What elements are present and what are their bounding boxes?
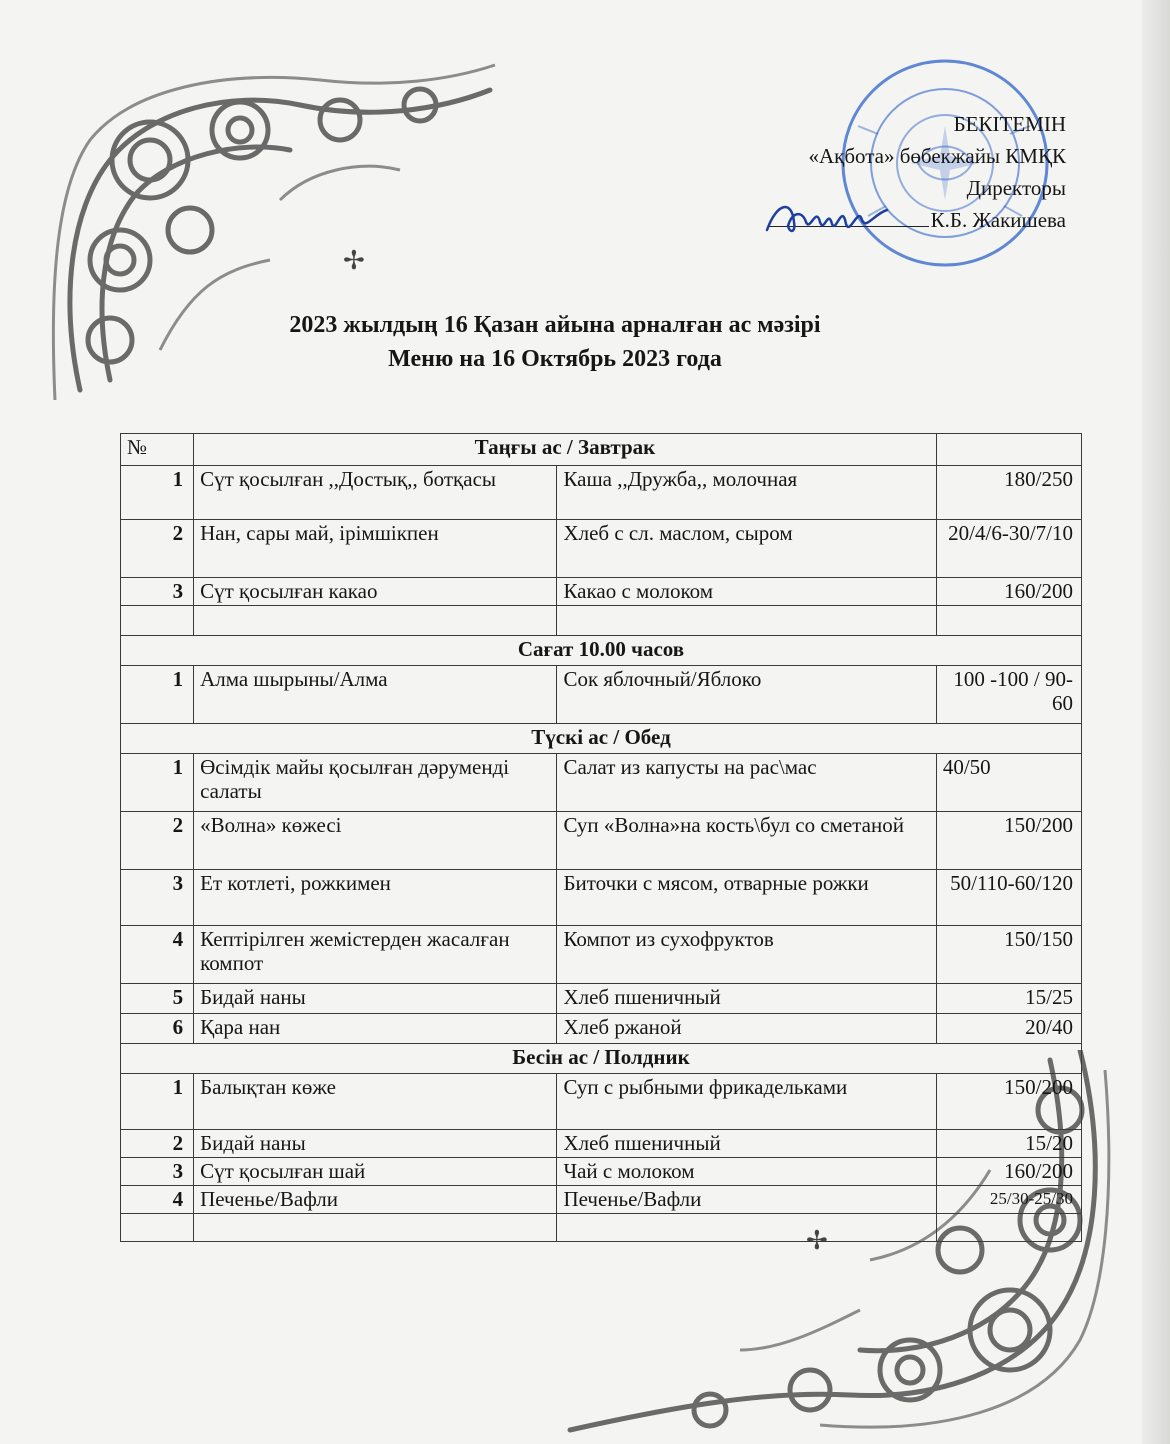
cross-mark-icon: ✢ (343, 246, 365, 275)
dish-name-kz: Өсімдік майы қосылған дәрумендi салаты (194, 754, 557, 812)
approval-organization: «Ақбота» бөбекжайы КМҚК (808, 144, 1066, 168)
section-header-row (121, 636, 1082, 666)
portion-grams: 20/4/6-30/7/10 (936, 520, 1081, 578)
row-number: 3 (121, 1158, 194, 1186)
portion-grams: 15/20 (936, 1130, 1081, 1158)
menu-title-ru: Меню на 16 Октябрь 2023 года (388, 346, 722, 372)
director-name: К.Б. Жакишева (930, 208, 1066, 232)
table-row (121, 984, 1082, 1014)
dish-name-ru: Салат из капусты на рас\мас (557, 754, 936, 812)
dish-name-ru: Чай с молоком (557, 1158, 936, 1186)
cross-mark-icon: ✢ (806, 1226, 828, 1255)
dish-name-kz: Бидай наны (194, 984, 557, 1014)
row-number: 1 (121, 666, 194, 724)
dish-name-kz: «Волна» көжесі (194, 812, 557, 870)
dish-name-ru: Хлеб ржаной (557, 1014, 936, 1044)
portion-grams: 160/200 (936, 578, 1081, 606)
row-number: 5 (121, 984, 194, 1014)
table-row (121, 1130, 1082, 1158)
dish-name-ru: Хлеб с сл. маслом, сыром (557, 520, 936, 578)
row-number: 1 (121, 466, 194, 520)
dish-name-kz: Кептірілген жемістерден жасалған компот (194, 926, 557, 984)
row-number: 4 (121, 926, 194, 984)
dish-name-ru: Хлеб пшеничный (557, 1130, 936, 1158)
table-row (121, 754, 1082, 812)
menu-title-kz: 2023 жылдың 16 Қазан айына арналған ас мәзірі (289, 312, 821, 338)
dish-name-kz: Сүт қосылған ,,Достық,, ботқасы (194, 466, 557, 520)
table-row (121, 1158, 1082, 1186)
dish-name-kz: Бидай наны (194, 1130, 557, 1158)
section-header-row (121, 434, 1082, 466)
row-number: 2 (121, 520, 194, 578)
section-title: Сағат 10.00 часов (121, 636, 1082, 666)
dish-name-ru: Биточки с мясом, отварные рожки (557, 870, 936, 926)
row-number: 4 (121, 1186, 194, 1214)
portion-grams: 150/150 (936, 926, 1081, 984)
dish-name-kz: Печенье/Вафли (194, 1186, 557, 1214)
dish-name-kz: Ет котлеті, рожкимен (194, 870, 557, 926)
section-title: Түскі ас / Обед (121, 724, 1082, 754)
dish-name-kz: Нан, сары май, ірімшікпен (194, 520, 557, 578)
table-row (121, 666, 1082, 724)
portion-grams: 150/200 (936, 812, 1081, 870)
portion-grams: 40/50 (936, 754, 1081, 812)
dish-name-kz: Балықтан көже (194, 1074, 557, 1130)
section-title: Бесін ас / Полдник (121, 1044, 1082, 1074)
table-row (121, 870, 1082, 926)
row-number: 1 (121, 1074, 194, 1130)
table-row (121, 812, 1082, 870)
dish-name-ru: Печенье/Вафли (557, 1186, 936, 1214)
table-row (121, 1074, 1082, 1130)
dish-name-kz: Сүт қосылған шай (194, 1158, 557, 1186)
approval-heading: БЕКІТЕМІН (953, 112, 1066, 136)
row-number: 2 (121, 812, 194, 870)
dish-name-ru: Сок яблочный/Яблоко (557, 666, 936, 724)
dish-name-ru: Суп с рыбными фрикадельками (557, 1074, 936, 1130)
dish-name-ru: Каша ,,Дружба,, молочная (557, 466, 936, 520)
dish-name-ru: Компот из сухофруктов (557, 926, 936, 984)
table-row (121, 1186, 1082, 1214)
dish-name-ru: Хлеб пшеничный (557, 984, 936, 1014)
section-header-row (121, 724, 1082, 754)
number-column-header: № (121, 434, 194, 466)
table-row-empty (121, 606, 1082, 636)
portion-grams: 20/40 (936, 1014, 1081, 1044)
row-number: 2 (121, 1130, 194, 1158)
table-row (121, 466, 1082, 520)
section-title: Таңғы ас / Завтрак (194, 434, 937, 466)
table-row (121, 1014, 1082, 1044)
dish-name-ru: Какао с молоком (557, 578, 936, 606)
table-row (121, 520, 1082, 578)
row-number: 6 (121, 1014, 194, 1044)
row-number: 1 (121, 754, 194, 812)
scan-edge (1142, 0, 1170, 1444)
approval-position: Директоры (966, 176, 1066, 200)
dish-name-kz: Қара нан (194, 1014, 557, 1044)
table-row (121, 926, 1082, 984)
row-number: 3 (121, 578, 194, 606)
portion-grams: 160/200 (936, 1158, 1081, 1186)
table-row-empty (121, 1214, 1082, 1242)
row-number: 3 (121, 870, 194, 926)
table-row (121, 578, 1082, 606)
portion-grams: 150/200 (936, 1074, 1081, 1130)
section-header-row (121, 1044, 1082, 1074)
portion-grams: 50/110-60/120 (936, 870, 1081, 926)
portion-grams: 25/30-25/30 (936, 1186, 1081, 1214)
portion-grams: 180/250 (936, 466, 1081, 520)
dish-name-kz: Алма шырыны/Алма (194, 666, 557, 724)
director-signature-icon (762, 192, 892, 240)
dish-name-kz: Сүт қосылған какао (194, 578, 557, 606)
dish-name-ru: Суп «Волна»на кость\бул со сметаной (557, 812, 936, 870)
portion-grams: 15/25 (936, 984, 1081, 1014)
menu-table (120, 433, 1082, 1242)
portion-grams: 100 -100 / 90-60 (936, 666, 1081, 724)
